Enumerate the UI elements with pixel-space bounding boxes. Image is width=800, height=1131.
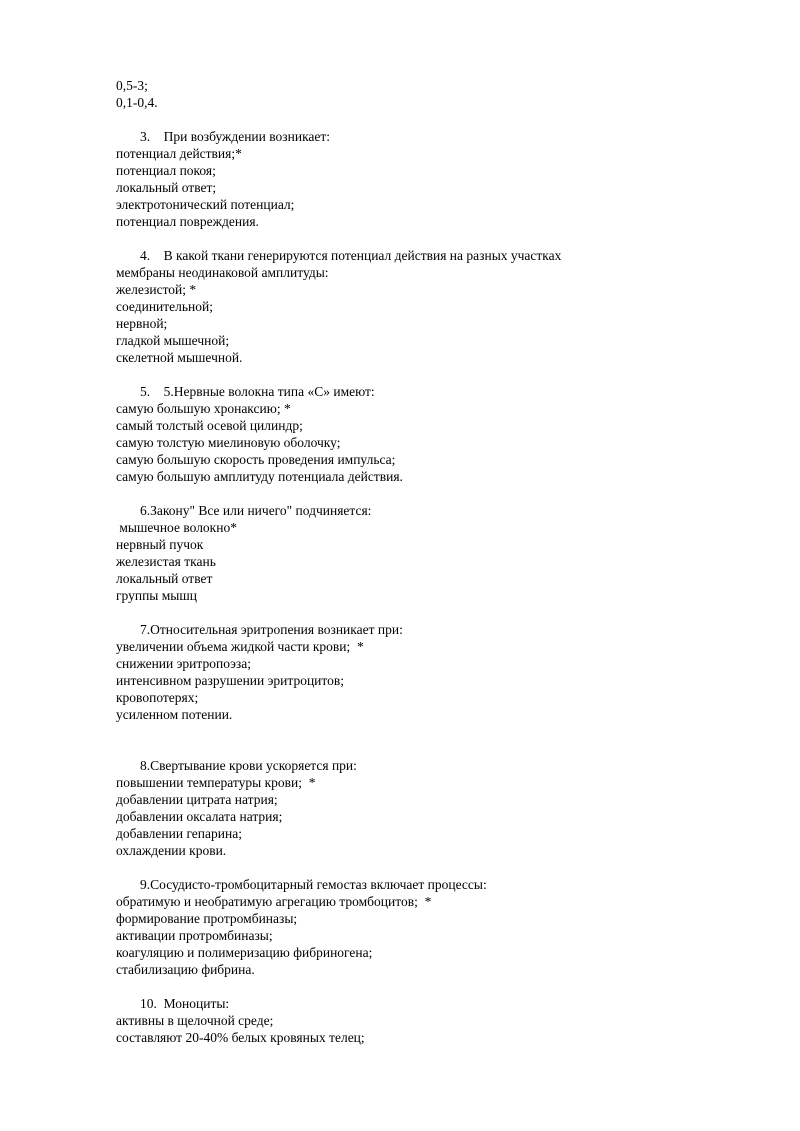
answer-option: активации протромбиназы; <box>116 928 273 943</box>
answer-option: самую большую хронаксию; * <box>116 401 291 416</box>
question-7-heading: 7.Относительная эритропения возникает при: <box>140 622 403 637</box>
answer-option: самый толстый осевой цилиндр; <box>116 418 303 433</box>
question-10-heading: 10. Моноциты: <box>140 996 230 1011</box>
answer-option: 0,5-3; <box>116 78 148 93</box>
question-4-heading-continued: мембраны неодинаковой амплитуды: <box>116 265 329 280</box>
answer-option: активны в щелочной среде; <box>116 1013 274 1028</box>
answer-option: увеличении объема жидкой части крови; * <box>116 639 364 654</box>
question-9-heading: 9.Сосудисто-тромбоцитарный гемостаз включает процессы: <box>140 877 487 892</box>
answer-option: локальный ответ <box>116 571 213 586</box>
answer-option: локальный ответ; <box>116 180 217 195</box>
answer-option: электротонический потенциал; <box>116 197 295 212</box>
answer-option: гладкой мышечной; <box>116 333 230 348</box>
answer-option: мышечное волокно* <box>116 520 237 535</box>
answer-option: снижении эритропоэза; <box>116 656 251 671</box>
answer-option: формирование протромбиназы; <box>116 911 298 926</box>
answer-option: повышении температуры крови; * <box>116 775 316 790</box>
answer-option: потенциал действия;* <box>116 146 242 161</box>
answer-option: потенциал повреждения. <box>116 214 259 229</box>
answer-option: составляют 20-40% белых кровяных телец; <box>116 1030 365 1045</box>
answer-option: стабилизацию фибрина. <box>116 962 255 977</box>
answer-option: добавлении оксалата натрия; <box>116 809 283 824</box>
answer-option: кровопотерях; <box>116 690 199 705</box>
answer-option: нервный пучок <box>116 537 204 552</box>
answer-option: добавлении гепарина; <box>116 826 242 841</box>
answer-option: самую большую амплитуду потенциала действия. <box>116 469 403 484</box>
answer-option: коагуляцию и полимеризацию фибриногена; <box>116 945 373 960</box>
answer-option: интенсивном разрушении эритроцитов; <box>116 673 345 688</box>
answer-option: самую толстую миелиновую оболочку; <box>116 435 341 450</box>
answer-option: усиленном потении. <box>116 707 233 722</box>
answer-option: соединительной; <box>116 299 213 314</box>
answer-option: скелетной мышечной. <box>116 350 243 365</box>
answer-option: 0,1-0,4. <box>116 95 158 110</box>
question-8-heading: 8.Свертывание крови ускоряется при: <box>140 758 357 773</box>
answer-option: потенциал покоя; <box>116 163 216 178</box>
answer-option: железистой; * <box>116 282 197 297</box>
document-content <box>116 77 716 1046</box>
question-3-heading: 3. При возбуждении возникает: <box>140 129 331 144</box>
answer-option: нервной; <box>116 316 168 331</box>
question-5-heading: 5. 5.Нервные волокна типа «С» имеют: <box>140 384 375 399</box>
answer-option: обратимую и необратимую агрегацию тромбоцитов; * <box>116 894 432 909</box>
answer-option: добавлении цитрата натрия; <box>116 792 278 807</box>
answer-option: железистая ткань <box>116 554 216 569</box>
answer-option: самую большую скорость проведения импульса; <box>116 452 396 467</box>
question-6-heading: 6.Закону" Все или ничего" подчиняется: <box>140 503 372 518</box>
question-4-heading: 4. В какой ткани генерируются потенциал действия на разных участках <box>140 248 562 263</box>
answer-option: охлаждении крови. <box>116 843 227 858</box>
answer-option: группы мышц <box>116 588 197 603</box>
